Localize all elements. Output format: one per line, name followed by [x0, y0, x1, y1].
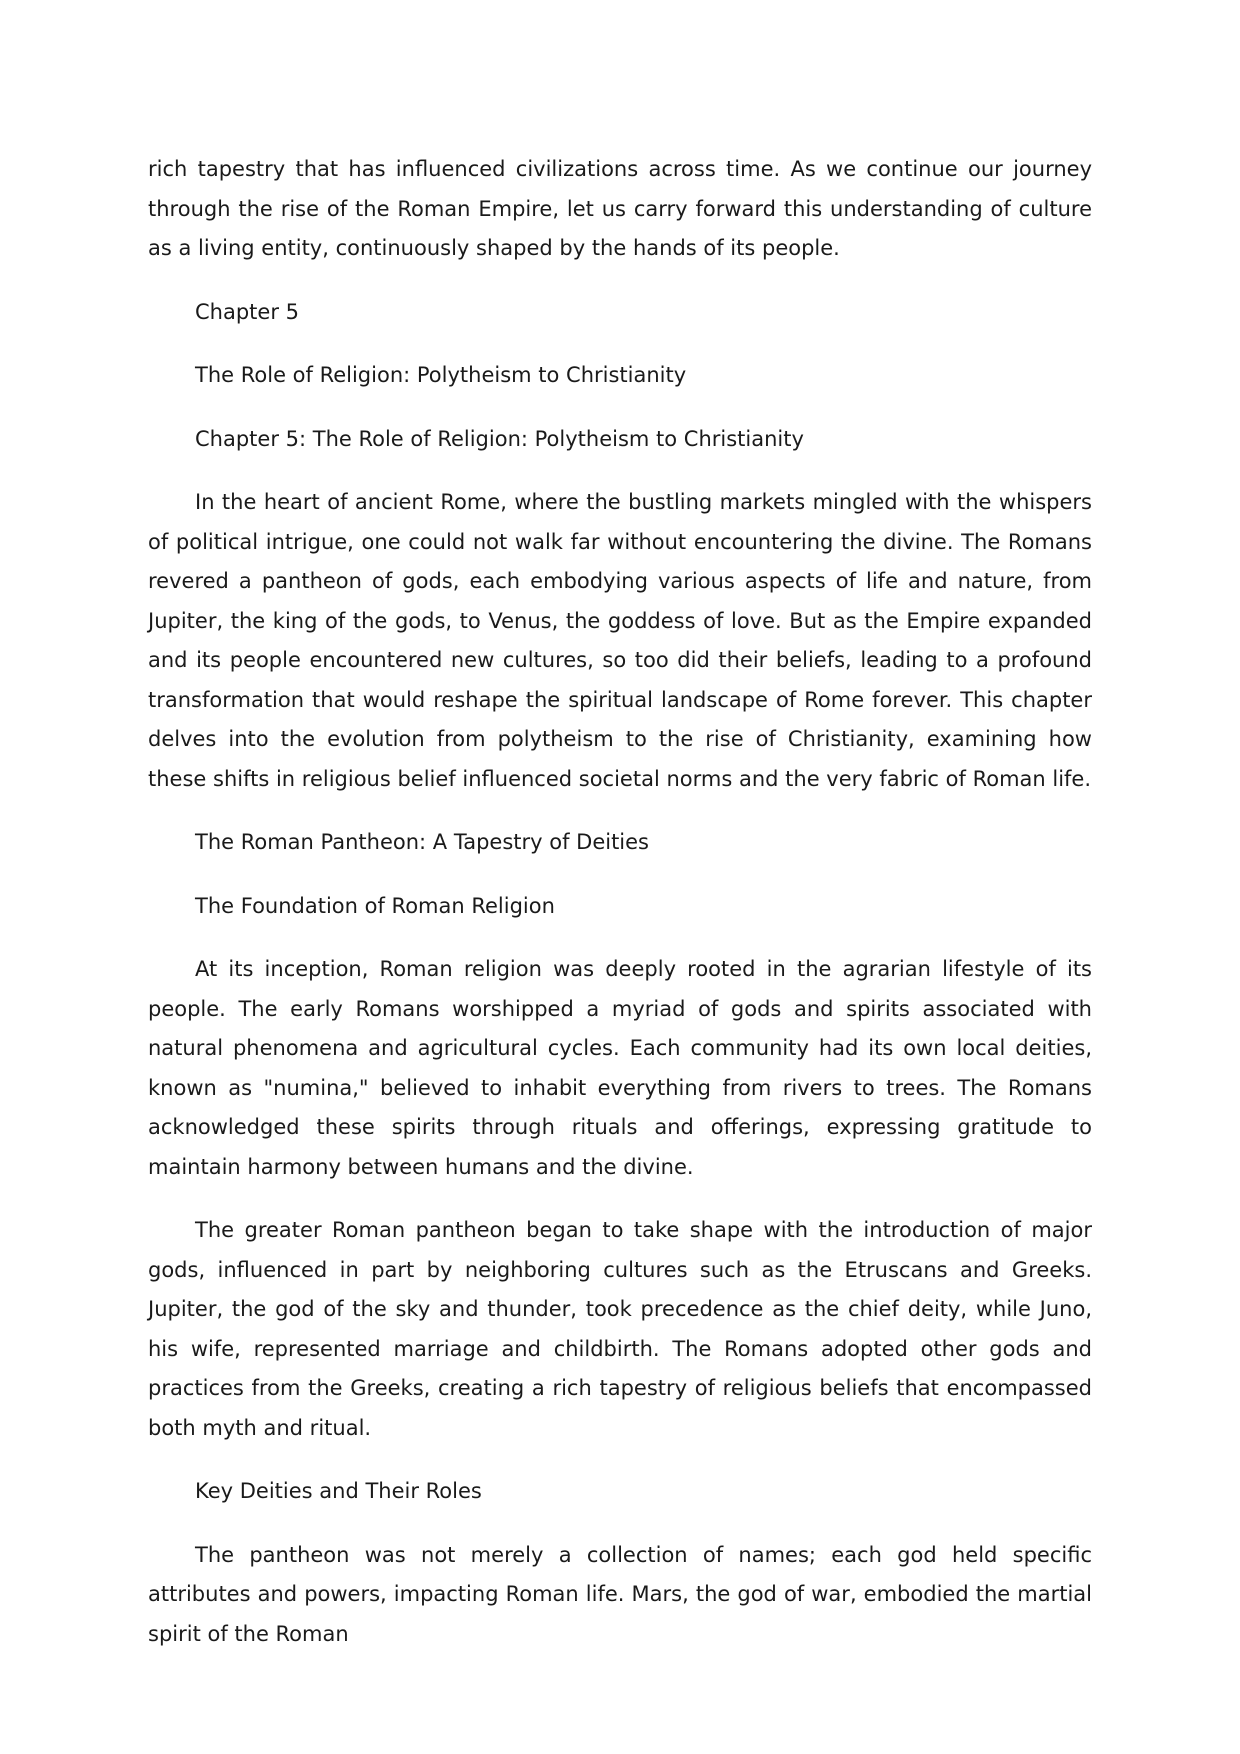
paragraph-key-deities: The pantheon was not merely a collection of names; each god held specific attributes and powers, impacting Roman life. Mars, the god of war, embodied the martial spirit of the Roman — [148, 1542, 1092, 1646]
chapter-title: The Role of Religion: Polytheism to Christianity — [195, 363, 687, 387]
paragraph-greater-pantheon: The greater Roman pantheon began to take shape with the introduction of major gods, influenced in part by neighboring cultures such as the Etruscans and Greeks. Jupiter, the god of the sky and thunder, took precedence as the chief deity, while Juno, his wife, represented marriage and childbirth. The Romans adopted other gods and practices from the Greeks, creating a rich tapestry of religious beliefs that encompassed both myth and ritual. — [148, 1218, 1092, 1440]
paragraph-continuation: rich tapestry that has influenced civilizations across time. As we continue our journey through the rise of the Roman Empire, let us carry forward this understanding of culture as a living entity, continuously shaped by the hands of its people. — [148, 157, 1092, 260]
paragraph-foundation: At its inception, Roman religion was deeply rooted in the agrarian lifestyle of its people. The early Romans worshipped a myriad of gods and spirits associated with natural phenomena and agricultural cycles. Each community had its own local deities, known as "numina," believed to inhabit everything from rivers to trees. The Romans acknowledged these spirits through rituals and offerings, expressing gratitude to maintain harmony between humans and the divine. — [148, 957, 1092, 1179]
section-heading-pantheon: The Roman Pantheon: A Tapestry of Deities — [195, 830, 650, 854]
subsection-heading-key-deities: Key Deities and Their Roles — [195, 1479, 482, 1503]
chapter-full-title: Chapter 5: The Role of Religion: Polytheism to Christianity — [195, 426, 804, 451]
document-page — [148, 150, 1092, 1678]
chapter-number: Chapter 5 — [195, 299, 299, 324]
paragraph-intro: In the heart of ancient Rome, where the bustling markets mingled with the whispers of political intrigue, one could not walk far without encountering the divine. The Romans revered a pantheon of gods, each embodying various aspects of life and nature, from Jupiter, the king of the gods, to Venus, the goddess of love. But as the Empire expanded and its people encountered new cultures, so too did their beliefs, leading to a profound transformation that would reshape the spiritual landscape of Rome forever. This chapter delves into the evolution from polytheism to the rise of Christianity, examining how these shifts in religious belief influenced societal norms and the very fabric of Roman life. — [148, 490, 1092, 791]
subsection-heading-foundation: The Foundation of Roman Religion — [195, 893, 555, 918]
